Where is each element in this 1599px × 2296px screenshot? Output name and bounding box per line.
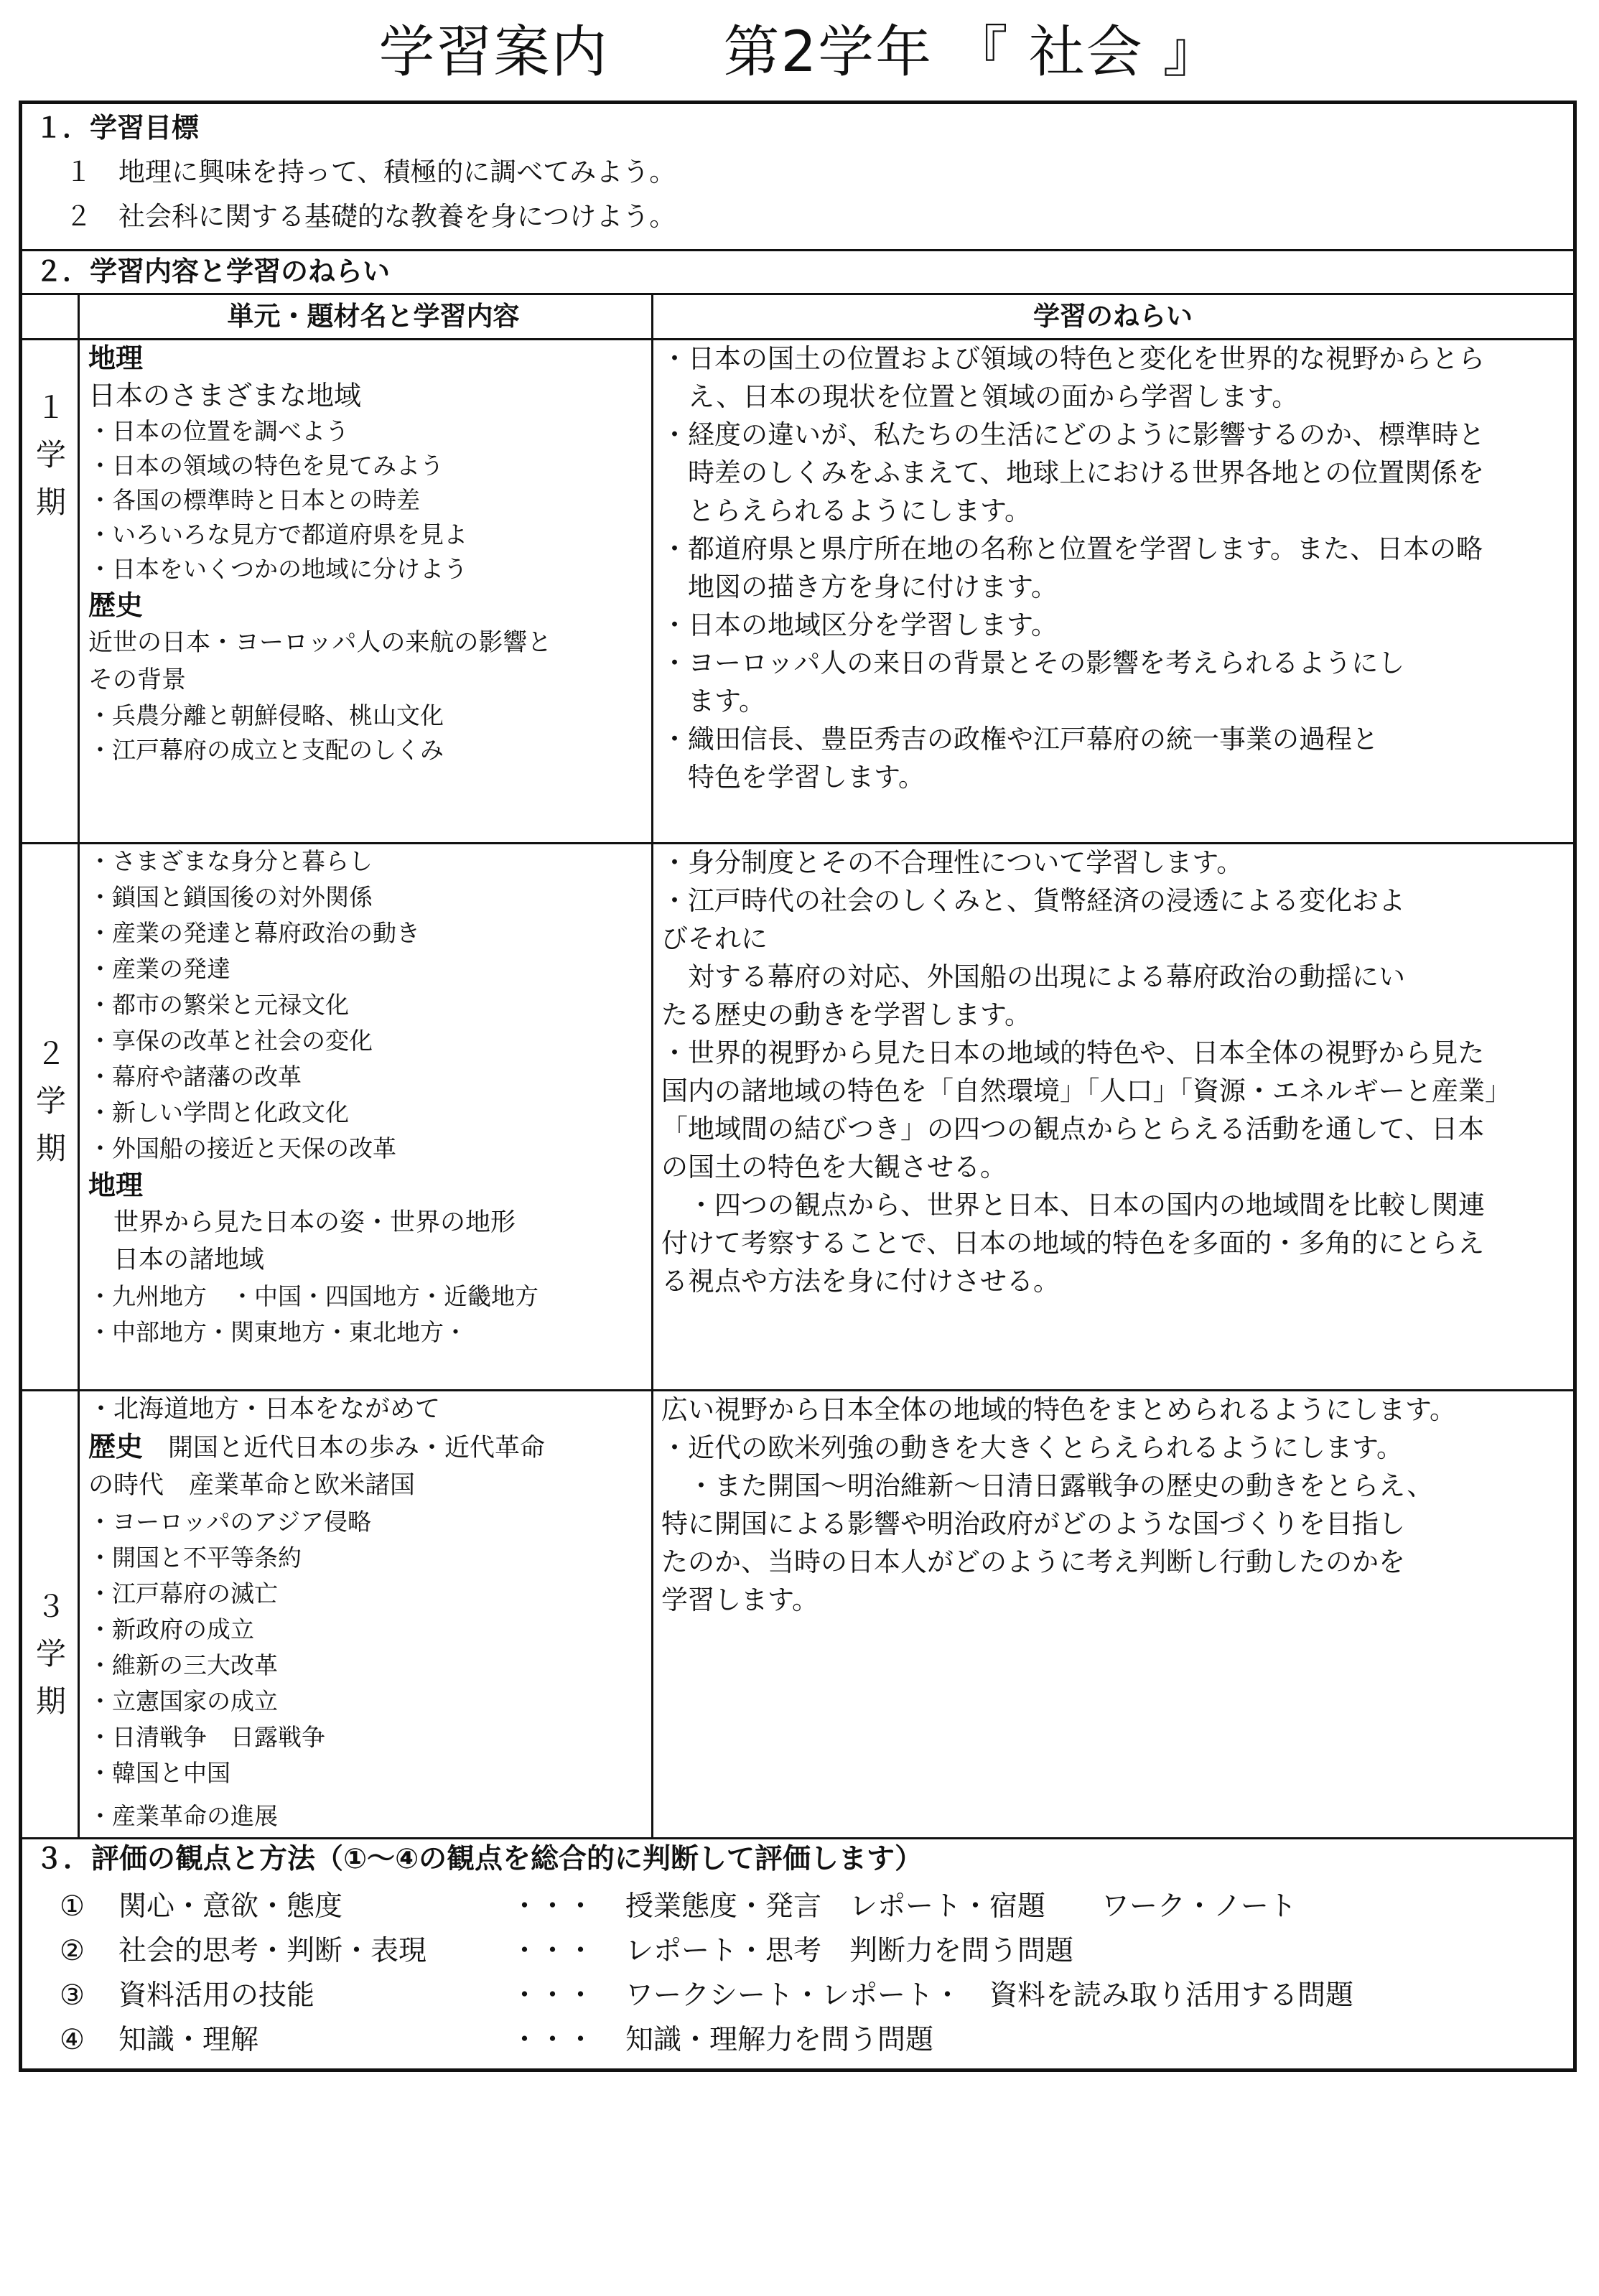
evaluation-list bbox=[22, 1885, 1573, 2071]
column-header-content: 単元・題材名と学習内容 bbox=[227, 301, 520, 332]
goal-item: ２ 社会科に関する基礎的な教養を身につけよう。 bbox=[65, 201, 676, 232]
goal-item: １ 地理に興味を持って、積極的に調べてみよう。 bbox=[65, 157, 676, 187]
column-header-aim: 学習のねらい bbox=[1033, 301, 1193, 332]
evaluation-row: ② 社会的思考・判断・表現 ・・・ レポート・思考 判断力を問う問題 bbox=[60, 1935, 1074, 1967]
evaluation-row: ④ 知識・理解 ・・・ 知識・理解力を問う問題 bbox=[60, 2024, 934, 2056]
term3-aims: 広い視野から日本全体の地域的特色をまとめられるようにします。 ・近代の欧米列強の動きを大きくとらえられるようにします。 ・また開国～明治維新～日清日露戦争の歴史の動きをとらえ、 特に開国による影響や明治政府がどのような国づくりを目指し たのか、当時の日本人がどのように考え判断し行動したのかを 学習します。 bbox=[661, 1394, 1457, 1615]
term-label-1: １ 学 期 bbox=[35, 390, 66, 520]
term-label-2: ２ 学 期 bbox=[35, 1036, 66, 1166]
term1-aims: ・日本の国土の位置および領域の特色と変化を世界的な視野からとら え、日本の現状を位置と領域の面から学習します。 ・経度の違いが、私たちの生活にどのように影響するのか、標準時と 時差のしくみをふまえて、地球上における世界各地との位置関係を とらえられるようにします。 ・都道府県と県庁所在地の名称と位置を学習します。また、日本の略 地図の描き方を身に付けます。 ・日本の地域区分を学習します。 ・ヨーロッパ人の来日の背景とその影響を考えられるようにし ます。 ・織田信長、豊臣秀吉の政権や江戸幕府の統一事業の過程と 特色を学習します。 bbox=[661, 343, 1485, 793]
term2-content: ・さまざまな身分と暮らし ・鎖国と鎖国後の対外関係 ・産業の発達と幕府政治の動き ・産業の発達 ・都市の繁栄と元禄文化 ・享保の改革と社会の変化 ・幕府や諸藩の改革 ・新しい学問と化政文化 ・外国船の接近と天保の改革 地理 世界から見た日本の姿・世界の地形 日本の諸地域 ・九州地方 ・中国・四国地方・近畿地方 ・中部地方・関東地方・東北地方・ bbox=[88, 847, 539, 1346]
evaluation-row: ③ 資料活用の技能 ・・・ ワークシート・レポート・ 資料を読み取り活用する問題 bbox=[60, 1979, 1354, 2012]
page-title: 学習案内 第2学年 『 社会 』 bbox=[378, 20, 1221, 85]
divider bbox=[22, 1837, 1573, 1839]
document-frame bbox=[19, 101, 1577, 2072]
term3-content: ・北海道地方・日本をながめて 歴史 開国と近代日本の歩み・近代革命 の時代 産業革命と欧米諸国 ・ヨーロッパのアジア侵略 ・開国と不平等条約 ・江戸幕府の滅亡 ・新政府の成立 ・維新の三大改革 ・立憲国家の成立 ・日清戦争 日露戦争 ・韓国と中国 ・産業革命の進展 bbox=[88, 1395, 546, 1830]
term-label-3: ３ 学 期 bbox=[35, 1589, 66, 1719]
term1-content: 地理 日本のさまざまな地域 ・日本の位置を調べよう ・日本の領域の特色を見てみよう ・各国の標準時と日本との時差 ・いろいろな見方で都道府県を見よ ・日本をいくつかの地域に分けよう 歴史 近世の日本・ヨーロッパ人の来航の影響と その背景 ・兵農分離と朝鮮侵略、桃山文化 ・江戸幕府の成立と支配のしくみ bbox=[88, 342, 552, 764]
section-heading: ２．学習内容と学習のねらい bbox=[35, 256, 391, 287]
section-heading: １．学習目標 bbox=[35, 112, 200, 144]
divider bbox=[22, 249, 1573, 251]
term2-aims: ・身分制度とその不合理性について学習します。 ・江戸時代の社会のしくみと、貨幣経済の浸透による変化およ びそれに 対する幕府の対応、外国船の出現による幕府政治の動揺にい たる歴史の動きを学習します。 ・世界的視野から見た日本の地域的特色や、日本全体の視野から見た 国内の諸地域の特色を「自然環境」「人口」「資源・エネルギーと産業」 「地域間の結びつき」の四つの観点からとらえる活動を通して、日本 の国土の特色を大観させる。 ・四つの観点から、世界と日本、日本の国内の地域間を比較し関連 付けて考察することで、日本の地域的特色を多面的・多角的にとらえ る視点や方法を身に付けさせる。 bbox=[661, 847, 1511, 1297]
evaluation-row: ① 関心・意欲・態度 ・・・ 授業態度・発言 レポート・宿題 ワーク・ノート bbox=[60, 1890, 1297, 1923]
column-divider bbox=[651, 293, 653, 1839]
section-heading: ３．評価の観点と方法（①～④の観点を総合的に判断して評価します） bbox=[35, 1843, 923, 1875]
